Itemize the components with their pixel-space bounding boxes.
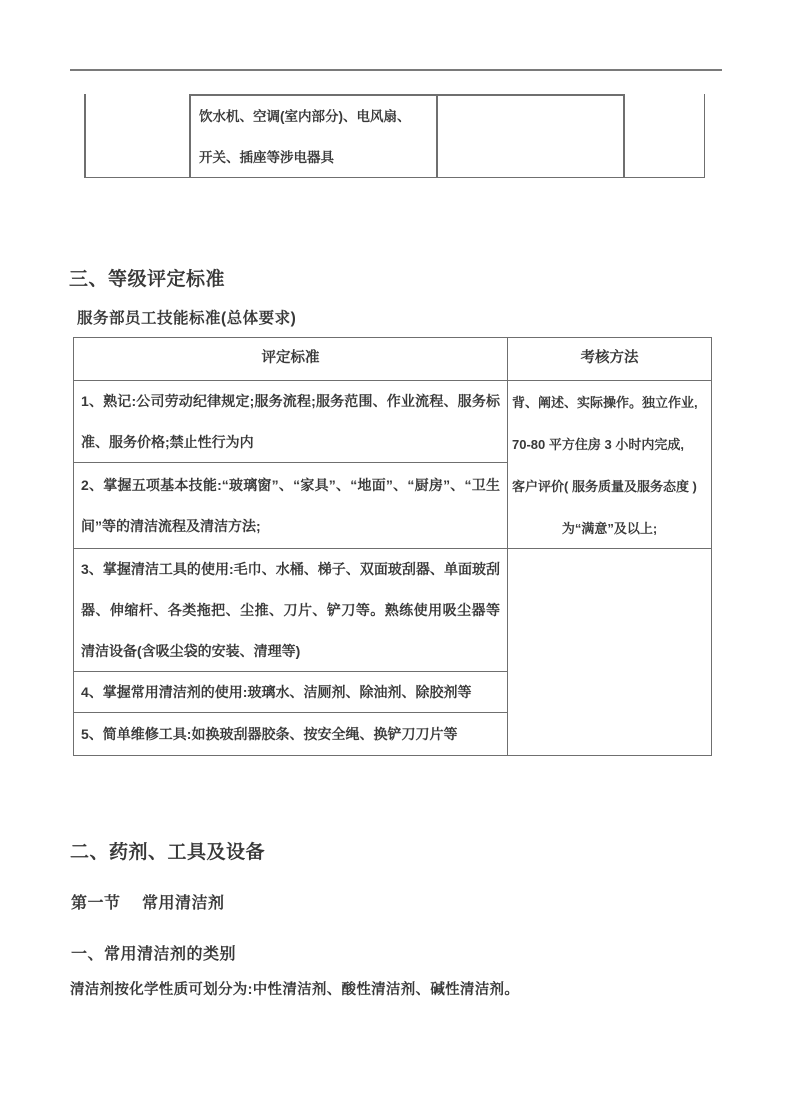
assessment-line-2: 70-80 平方住房 3 小时内完成, [512,437,684,452]
assessment-column [507,381,711,755]
continued-cell-line-2: 开关、插座等涉电器具 [199,150,334,165]
criteria-table [73,337,712,756]
criteria-table-header-row [74,338,711,381]
criteria-row-5 [74,713,507,755]
assessment-header-cell: 考核方法 [507,338,711,380]
criteria-row-3-text: 3、掌握清洁工具的使用:毛巾、水桶、梯子、双面玻刮器、单面玻刮器、伸缩杆、各类拖把、尘推、刀片、铲刀等。熟练使用吸尘器等清洁设备(含吸尘袋的安装、清理等) [81,560,500,659]
criteria-row-4-text: 4、掌握常用清洁剂的使用:玻璃水、洁厕剂、除油剂、除胶剂等 [81,683,472,700]
continued-table-cell [199,96,436,178]
assessment-method-cell [508,381,711,549]
agents-section-title: 二、药剂、工具及设备 [70,842,266,863]
criteria-row-4 [74,672,507,713]
criteria-row-3 [74,549,507,672]
continued-table [84,94,705,178]
continued-table-border-left [84,94,86,178]
criteria-row-2-text: 2、掌握五项基本技能:“玻璃窗”、“家具”、“地面”、“厨房”、“卫生间”等的清洁流程及清洁方法; [81,476,500,534]
criteria-column [74,381,507,755]
continued-cell-line-1: 饮水机、空调(室内部分)、电风扇、 [199,109,411,124]
criteria-row-5-text: 5、简单维修工具:如换玻刮器胶条、按安全绳、换铲刀刀片等 [81,725,458,742]
assessment-line-1: 背、阐述、实际操作。独立作业, [512,395,698,410]
criteria-table-body [74,381,711,755]
agents-body-text: 清洁剂按化学性质可划分为:中性清洁剂、酸性清洁剂、碱性清洁剂。 [70,982,520,998]
criteria-row-1 [74,381,507,463]
grade-section-subtitle: 服务部员工技能标准(总体要求) [77,310,297,327]
agents-subsection-title: 一、常用清洁剂的类别 [71,946,237,963]
agents-chapter-title: 第一节 常用清洁剂 [71,895,225,912]
page-header-rule [70,69,722,71]
criteria-row-1-text: 1、熟记:公司劳动纪律规定;服务流程;服务范围、作业流程、服务标准、服务价格;禁止性行为内 [81,392,500,450]
continued-table-border-col1 [189,94,191,178]
grade-section-title: 三、等级评定标准 [69,269,226,290]
criteria-row-2 [74,463,507,549]
continued-table-border-col2 [436,94,438,178]
criteria-header-cell: 评定标准 [261,350,320,366]
continued-table-border-col3 [623,94,625,178]
assessment-line-3: 客户评价( 服务质量及服务态度 ) [512,479,697,494]
continued-table-border-right [704,94,706,178]
assessment-line-4: 为“满意”及以上; [561,521,658,536]
assessment-empty-cell [508,549,711,755]
